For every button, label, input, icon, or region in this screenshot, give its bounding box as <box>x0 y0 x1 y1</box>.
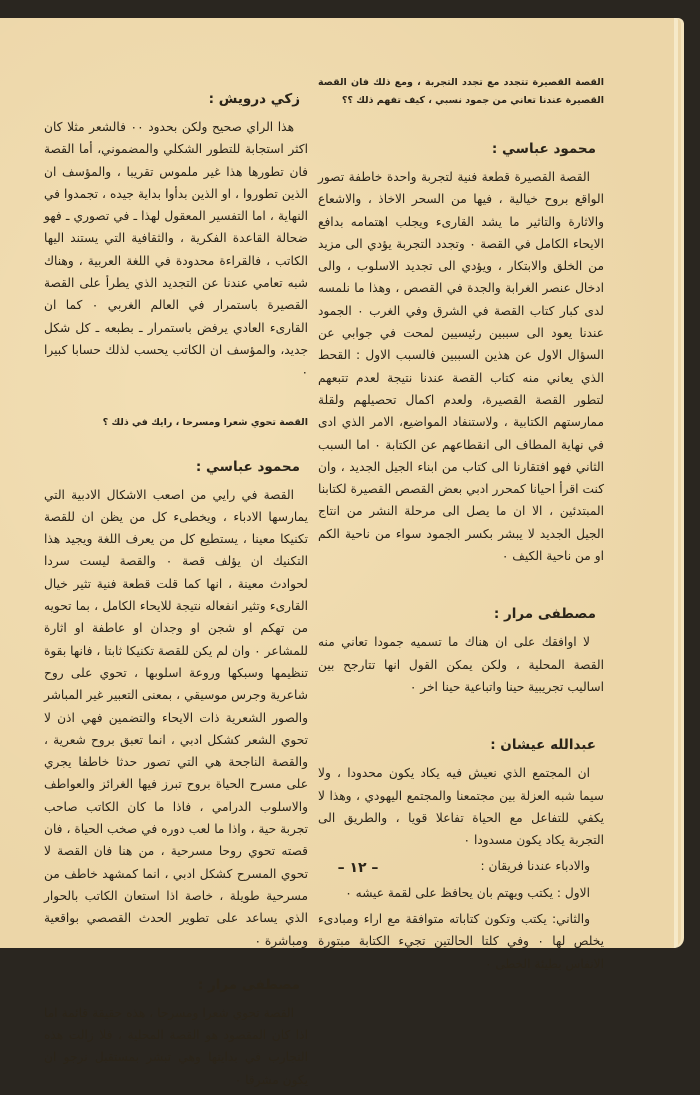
answer-paragraph: والادباء عندنا فريقان : <box>480 859 590 874</box>
left-column <box>44 80 308 1095</box>
speaker-name: مصطفى مرار : <box>493 606 596 623</box>
speaker-name: محمود عباسي : <box>491 141 596 157</box>
speaker-name: محمود عباسي : <box>195 458 300 475</box>
answer-paragraph: القصة تحوي شعرا ومسرحا ، هذه حقيقة قائمة اما اذا كان المقصود هو القصة المحلية ، فلا زالت هذه التجارب في بدايتها وهي تبشر بمستقبل نرجو ان يكون مشرقا ٠ <box>44 1005 308 1087</box>
speaker-name: عبدالله عيشان : <box>490 737 596 754</box>
answer-paragraph: لا اوافقك على ان هناك ما تسميه جمودا تعاني منه القصة المحلية ، ولكن يمكن القول انها تتارجح بين اساليب تجريبية حينا واتباعية حينا اخر ٠ <box>318 635 604 694</box>
answer-paragraph: هذا الراي صحيح ولكن بحدود ٠٠ فالشعر مثلا كان اكثر استجابة للتطور الشكلي والمضموني، أما القصة فان تطورها هذا غير ملموس تقريبا ، والمؤسف ان الذين تطوروا ، او الذين بدأوا بداية جيده ، تجمدوا في النهاية ، اما التفسير المعقول لهذا ـ في تصوري ـ فهو ضحالة القاعدة الفكرية ، والثقافية التي يستند اليها الكاتب ، فالقراءة محدودة في اللغة العربية ، وهناك شبه تعامي عندنا عن التجديد الذي يطرأ على القصة القصيرة باستمرار في العالم الغربي ٠ كما ان القارىء العادي يرفض باستمرار ـ بطبعه ـ كل شكل جديد، والمؤسف ان الكاتب يحسب لذلك حسابا كبيرا ٠ <box>44 120 308 380</box>
speaker-name: زكي درويش : <box>208 91 300 107</box>
page-number: – ١٢ – <box>337 860 379 876</box>
interview-question-2: القصة تحوي شعرا ومسرحا ، رايك في ذلك ؟ <box>102 416 308 428</box>
magazine-page <box>0 18 684 1087</box>
answer-paragraph: القصة القصيرة قطعة فنية لتجربة واحدة خاطفة تصور الواقع بروح خيالية ، فيها من السحر الاخاذ ، والاشعاع والاثارة والتاثير ما يشد القارىء ويجلب اهتمامه بدافع الايحاء الكامل في القصة ٠ وتجدد التجربة يؤدي الى مزيد من الخلق والابتكار ، ويؤدي الى تجديد الاسلوب ، والى ادخال عنصر الغرابة والجدة في القصص ، وهذا ما نلمسه لدى كبار كتاب القصة في الشرق وفي الغرب ٠ الجمود عندنا يعود الى سببين رئيسيين لمحت في جوابي عن السؤال الاول عن هذين السببين فالسبب الاول : القحط الذي يعاني منه كتاب القصة عندنا نتيجة لعدم تتبعهم لتطور القصة القصيرة، ولعدم اكمال تحصيلهم ولقلة ممارستهم الكتابية ، ولاستنفاد المواضيع، الامر الذي ادى في نهاية المطاف الى انقطاعهم عن الكتابة ٠ اما السبب الثاني فهو افتقارنا الى كتاب من ابناء الجيل الجديد ، وان كنت اقرأ احيانا كمحرر ادبي بعض القصص القصيرة لكتابنا المبتدئين ، الا ان ما يصل الى مرحلة النشر من انتاج الجيل الجديد لا يبشر بكسر الجمود سواء من ناحية الكم او من ناحية الكيف ٠ <box>318 170 604 564</box>
interview-question-1: القصة القصيرة تتجدد مع تجدد التجربة ، ومع ذلك فان القصة القصيرة عندنا تعاني من جمود نسبي ، كيف تفهم ذلك ؟؟ <box>318 77 604 106</box>
answer-paragraph: القصة في رايي من اصعب الاشكال الادبية التي يمارسها الادباء ، ويخطىء كل من يظن ان للقصة تكنيكا معينا ، يستطيع كل من يعرف اللغة ويجيد هذا التكنيك ان يؤلف قصة ٠ والقصة ليست سردا لحوادث معينة ، انها كما قلت قطعة فنية تثير خيال القارىء وتثير انفعاله نتيجة للايحاء الكامل ، بما تحويه من تهكم او شجن او وجدان او عاطفة او اثارة للمشاعر ٠ وان لم يكن للقصة تكنيكا ثابتا ، فانها بقوة تنظيمها وسبكها وروعة اسلوبها ، تحوي على روح شاعرية وجرس موسيقي ، بمعنى التعبير غير المباشر والصور الشعرية ذات الايحاء والتضمين فهي اذن لا تحوي الشعر كشكل ادبي ، انما تعبق بروح شعرية ، والقصة الناجحة هي التي تصور حدثا خاطفا يجري على مسرح الحياة بروح تبرز فيها الغرائز والعواطف والاسلوب الدرامي ، فاذا ما كان الكاتب صاحب تجربة حية ، واذا ما لعب دوره في صخب الحياة ، فان قصته تحوي روحا مسرحية ، من هنا فان القصة لا تحوي المسرح كشكل ادبي ، انما كمشهد خاطف من مسرحية طويلة ، خاصة اذا استعان الكاتب بالحوار الذي يساعد على تطوير الحدث القصصي بواقعية ومباشرة ٠ <box>44 487 308 948</box>
answer-paragraph: الاول : يكتب ويهتم بان يحافظ على لقمة عيشه ٠ <box>345 885 590 900</box>
answer-paragraph: والثاني: يكتب وتكون كتاباته متوافقة مع اراء ومبادىء يخلص لها ٠ وفي كلتا الحالتين تجيء الكتابة مبتورة الانفاس بطيئة الخطى ٠ <box>318 912 604 971</box>
page-edge <box>674 18 678 948</box>
right-column <box>318 74 604 979</box>
answer-paragraph: ان المجتمع الذي نعيش فيه يكاد يكون محدودا ، ولا سيما شبه العزلة بين مجتمعنا والمجتمع اليهودي ، وهذا لا يكفي للتفاعل مع الحياة تفاعلا قويا ، والطريق الى التجربة يكاد يكون مسدودا ٠ <box>318 766 604 848</box>
speaker-name: مصطفى مرار : <box>197 976 300 993</box>
